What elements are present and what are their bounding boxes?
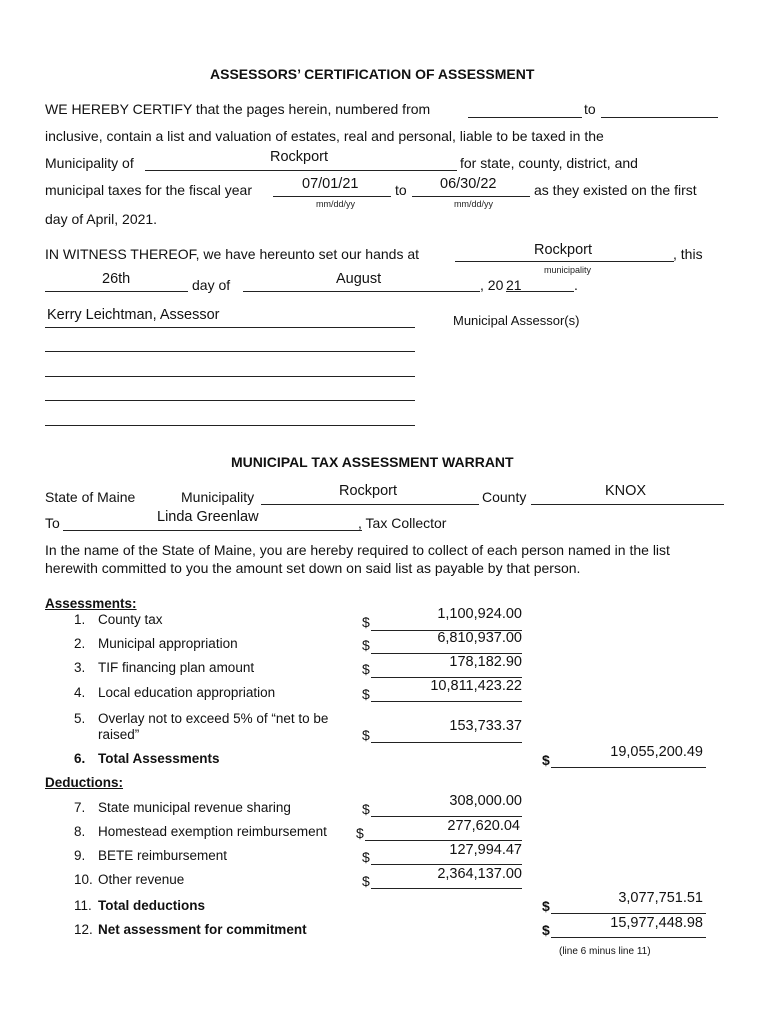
total-deductions-line[interactable] bbox=[551, 913, 706, 914]
total-deductions-label: Total deductions bbox=[98, 898, 205, 913]
assessor-signature-line-2[interactable] bbox=[45, 351, 415, 352]
assessment-num: 4. bbox=[74, 685, 86, 700]
month-field[interactable] bbox=[243, 291, 480, 292]
assessment-label: Municipal appropriation bbox=[98, 636, 238, 651]
warrant-municipality-field[interactable] bbox=[261, 504, 479, 505]
day-field[interactable] bbox=[45, 291, 188, 292]
collector-field[interactable] bbox=[63, 530, 362, 531]
assessment-label: Overlay not to exceed 5% of “net to be bbox=[98, 711, 329, 726]
page-to-field[interactable] bbox=[601, 117, 718, 118]
net-assessment-num: 12. bbox=[74, 922, 93, 937]
county-value: KNOX bbox=[605, 483, 647, 499]
cert-line-2: inclusive, contain a list and valuation of estates, real and personal, liable to be taxed in the bbox=[45, 128, 604, 144]
net-assessment-note: (line 6 minus line 11) bbox=[559, 946, 651, 957]
deduction-amount: 277,620.04 bbox=[447, 818, 520, 834]
assessment-amount-line[interactable] bbox=[371, 701, 522, 702]
deduction-amount-line[interactable] bbox=[371, 888, 522, 889]
deduction-label: Homestead exemption reimbursement bbox=[98, 824, 327, 839]
assessor-label: Municipal Assessor(s) bbox=[453, 313, 580, 328]
state-label: State of Maine bbox=[45, 489, 136, 505]
assessment-amount-line[interactable] bbox=[371, 742, 522, 743]
cert-line-5: day of April, 2021. bbox=[45, 211, 158, 227]
net-assessment-label: Net assessment for commitment bbox=[98, 922, 307, 937]
warrant-intro-2: herewith committed to you the amount set down on said list as payable by that person. bbox=[45, 560, 581, 576]
currency-sign: $ bbox=[362, 727, 370, 743]
net-assessment-amount: 15,977,448.98 bbox=[610, 915, 703, 931]
to-label: To bbox=[45, 515, 60, 531]
deduction-amount-line[interactable] bbox=[365, 840, 522, 841]
deduction-amount: 308,000.00 bbox=[449, 793, 522, 809]
currency-sign: $ bbox=[362, 661, 370, 677]
warrant-municipality-value: Rockport bbox=[339, 483, 398, 499]
currency-sign: $ bbox=[362, 614, 370, 630]
day-value: 26th bbox=[102, 271, 131, 287]
currency-sign: $ bbox=[362, 801, 370, 817]
total-assessments-num: 6. bbox=[74, 751, 86, 766]
total-assessments-label: Total Assessments bbox=[98, 751, 220, 766]
warrant-title: MUNICIPAL TAX ASSESSMENT WARRANT bbox=[231, 454, 514, 470]
deduction-label: Other revenue bbox=[98, 872, 185, 887]
currency-sign: $ bbox=[542, 898, 550, 914]
witness-line-a: IN WITNESS THEREOF, we have hereunto set our hands at bbox=[45, 246, 420, 262]
assessment-amount: 10,811,423.22 bbox=[430, 678, 522, 694]
county-label: County bbox=[482, 489, 527, 505]
deduction-amount-line[interactable] bbox=[371, 816, 522, 817]
deduction-num: 10. bbox=[74, 872, 93, 887]
day-of-label: day of bbox=[192, 277, 231, 293]
witness-place-value: Rockport bbox=[534, 242, 593, 258]
assessment-num: 3. bbox=[74, 660, 86, 675]
cert-line-1b: to bbox=[584, 101, 596, 117]
cert-line-4a: municipal taxes for the fiscal year bbox=[45, 182, 252, 198]
collector-value: Linda Greenlaw bbox=[157, 509, 259, 525]
year-suffix: 21 bbox=[506, 277, 522, 293]
total-deductions-amount: 3,077,751.51 bbox=[618, 890, 703, 906]
cert-line-1a: WE HEREBY CERTIFY that the pages herein, numbered from bbox=[45, 101, 431, 117]
assessor-signature-line-3[interactable] bbox=[45, 376, 415, 377]
deduction-num: 9. bbox=[74, 848, 86, 863]
witness-place-field[interactable] bbox=[455, 261, 674, 262]
municipality-field[interactable] bbox=[145, 170, 457, 171]
net-assessment-line[interactable] bbox=[551, 937, 706, 938]
currency-sign: $ bbox=[542, 922, 550, 938]
assessment-label: TIF financing plan amount bbox=[98, 660, 255, 675]
assessment-amount: 153,733.37 bbox=[449, 718, 522, 734]
assessor-signature: Kerry Leichtman, Assessor bbox=[47, 307, 220, 323]
certification-title: ASSESSORS’ CERTIFICATION OF ASSESSMENT bbox=[210, 66, 535, 82]
assessment-label-cont: raised” bbox=[98, 727, 140, 742]
deduction-amount-line[interactable] bbox=[371, 864, 522, 865]
currency-sign: $ bbox=[362, 686, 370, 702]
assessor-signature-line-4[interactable] bbox=[45, 400, 415, 401]
assessments-heading: Assessments: bbox=[45, 596, 137, 611]
assessor-signature-line-5[interactable] bbox=[45, 425, 415, 426]
month-value: August bbox=[336, 271, 382, 287]
assessment-label: County tax bbox=[98, 612, 163, 627]
cert-line-3b: for state, county, district, and bbox=[460, 155, 638, 171]
warrant-intro-1: In the name of the State of Maine, you are hereby required to collect of each person named in the list bbox=[45, 542, 670, 558]
collector-label: , Tax Collector bbox=[358, 515, 447, 531]
fiscal-start-field[interactable] bbox=[273, 196, 391, 197]
currency-sign: $ bbox=[542, 752, 550, 768]
municipality-value: Rockport bbox=[270, 149, 329, 165]
deduction-num: 8. bbox=[74, 824, 86, 839]
assessment-num: 1. bbox=[74, 612, 86, 627]
fiscal-start-hint: mm/dd/yy bbox=[316, 199, 356, 209]
warrant-municipality-label: Municipality bbox=[181, 489, 255, 505]
assessment-amount: 178,182.90 bbox=[449, 654, 522, 670]
currency-sign: $ bbox=[362, 637, 370, 653]
page-from-field[interactable] bbox=[468, 117, 582, 118]
cert-line-4b: as they existed on the first bbox=[534, 182, 697, 198]
currency-sign: $ bbox=[362, 849, 370, 865]
fiscal-end-field[interactable] bbox=[412, 196, 530, 197]
fiscal-start-value: 07/01/21 bbox=[302, 176, 359, 192]
currency-sign: $ bbox=[356, 825, 364, 841]
county-field[interactable] bbox=[531, 504, 724, 505]
cert-line-3a: Municipality of bbox=[45, 155, 134, 171]
fiscal-end-hint: mm/dd/yy bbox=[454, 199, 494, 209]
total-assessments-line[interactable] bbox=[551, 767, 706, 768]
currency-sign: $ bbox=[362, 873, 370, 889]
deduction-label: State municipal revenue sharing bbox=[98, 800, 291, 815]
assessment-num: 5. bbox=[74, 711, 86, 726]
deductions-heading: Deductions: bbox=[45, 775, 124, 790]
deduction-amount: 127,994.47 bbox=[449, 842, 522, 858]
assessment-num: 2. bbox=[74, 636, 86, 651]
assessor-signature-line[interactable] bbox=[45, 327, 415, 328]
deduction-label: BETE reimbursement bbox=[98, 848, 228, 863]
cert-to: to bbox=[395, 182, 407, 198]
witness-line-b: , this bbox=[673, 246, 703, 262]
deduction-amount: 2,364,137.00 bbox=[437, 866, 522, 882]
assessment-label: Local education appropriation bbox=[98, 685, 276, 700]
year-period: . bbox=[574, 277, 578, 293]
assessment-amount: 6,810,937.00 bbox=[437, 630, 522, 646]
fiscal-end-value: 06/30/22 bbox=[440, 176, 497, 192]
total-assessments-amount: 19,055,200.49 bbox=[610, 744, 703, 760]
deduction-num: 7. bbox=[74, 800, 86, 815]
assessment-amount: 1,100,924.00 bbox=[437, 606, 522, 622]
total-deductions-num: 11. bbox=[74, 898, 92, 913]
municipality-hint: municipality bbox=[544, 265, 592, 275]
year-prefix: , 20 bbox=[480, 277, 504, 293]
